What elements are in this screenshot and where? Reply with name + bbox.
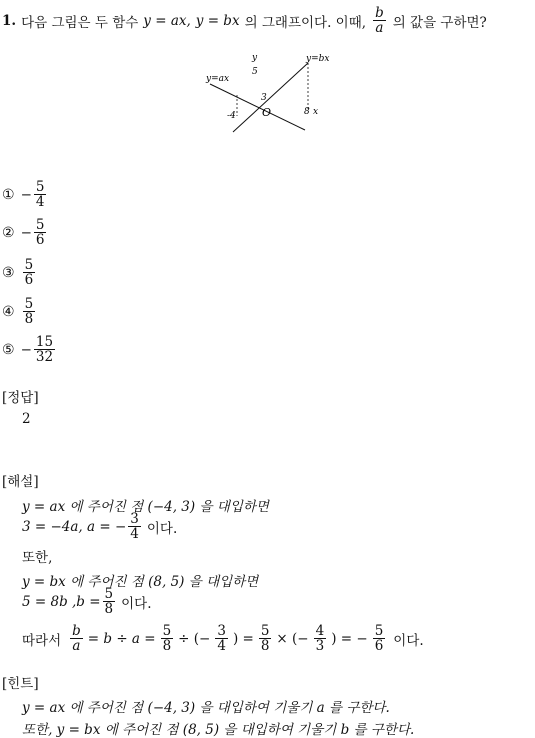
choice-value xyxy=(21,180,49,209)
explanation-line-5 xyxy=(22,587,152,616)
answer-value: 2 xyxy=(22,411,31,427)
choice-value xyxy=(21,297,38,326)
explanation-fraction xyxy=(314,624,327,653)
choice-value xyxy=(21,335,58,364)
question-line xyxy=(2,6,487,35)
explanation-line-6 xyxy=(22,624,424,653)
explanation-text: 3 = −4a, a = − xyxy=(22,518,127,535)
choice-denominator: 6 xyxy=(35,232,45,249)
choice-2[interactable] xyxy=(2,218,48,247)
label-ax: y=ax xyxy=(206,74,230,84)
fraction-denominator: 4 xyxy=(130,526,139,543)
choice-mark: ③ xyxy=(2,264,15,281)
choice-denominator: 4 xyxy=(35,194,45,211)
choice-3[interactable] xyxy=(2,258,37,287)
explanation-text: 이다. xyxy=(121,595,152,612)
choice-fraction xyxy=(34,218,47,247)
question-text-b: 의 그래프이다. 이때, xyxy=(244,14,367,31)
explanation-text: 따라서 xyxy=(22,632,62,649)
fraction-denominator: 8 xyxy=(260,638,270,655)
explanation-fraction xyxy=(373,624,386,653)
choice-fraction xyxy=(34,180,47,209)
explanation-text: ÷ (− xyxy=(178,630,211,647)
explanation-fraction xyxy=(103,587,116,616)
question-text-c: 의 값을 구하면? xyxy=(392,14,487,31)
choice-numerator: 5 xyxy=(24,257,34,273)
explanation-line-2 xyxy=(22,512,177,541)
hint-line-1: y = ax 에 주어진 점 (−4, 3) 을 대입하여 기울기 a 를 구한다. xyxy=(22,700,390,716)
question-eq1: y = ax, xyxy=(143,12,191,29)
explanation-line-3: 또한, xyxy=(22,550,53,566)
explanation-line-1: y = ax 에 주어진 점 (−4, 3) 을 대입하면 xyxy=(22,499,269,515)
choice-sign: − xyxy=(20,186,32,203)
choice-mark: ⑤ xyxy=(2,341,15,358)
hint-heading: [힌트] xyxy=(2,676,39,692)
x-axis-label: x xyxy=(313,107,319,117)
question-number: 1. xyxy=(2,12,17,29)
fraction-numerator: 3 xyxy=(217,623,226,639)
explanation-fraction xyxy=(70,624,83,653)
choice-value xyxy=(21,258,38,287)
fraction-numerator: b xyxy=(72,623,81,639)
choice-denominator: 6 xyxy=(24,272,34,289)
fraction-denominator: 3 xyxy=(315,638,325,655)
choice-numerator: 5 xyxy=(24,296,34,312)
tick-3-label: 3 xyxy=(261,93,267,103)
choice-denominator: 32 xyxy=(35,349,54,366)
choice-numerator: 15 xyxy=(35,334,54,350)
explanation-fraction xyxy=(128,512,141,541)
fraction-denominator: 8 xyxy=(162,638,172,655)
choice-numerator: 5 xyxy=(35,179,45,195)
fraction-denominator: 6 xyxy=(374,638,384,655)
choice-fraction xyxy=(23,258,36,287)
question-fraction xyxy=(373,6,386,35)
choice-sign: − xyxy=(20,224,32,241)
explanation-fraction xyxy=(259,624,272,653)
tick-5-label: 5 xyxy=(252,67,258,77)
explanation-text: 이다. xyxy=(146,520,178,537)
explanation-text: = b ÷ a = xyxy=(87,630,156,647)
choice-1[interactable] xyxy=(2,180,48,209)
answer-heading: [정답] xyxy=(2,390,39,406)
line-y-equals-ax xyxy=(210,84,305,130)
tick-8-label: 8 xyxy=(304,107,310,117)
choice-mark: ① xyxy=(2,186,15,203)
hint-line-2: 또한, y = bx 에 주어진 점 (8, 5) 을 대입하여 기울기 b 를 구한다. xyxy=(22,722,415,738)
origin-label: O xyxy=(262,106,272,119)
fraction-numerator: 5 xyxy=(374,623,384,639)
choice-fraction xyxy=(23,297,36,326)
choice-fraction xyxy=(34,335,55,364)
y-axis-label: y xyxy=(252,53,258,63)
fraction-denominator: 4 xyxy=(217,638,226,655)
explanation-text: 5 = 8b ,b = xyxy=(22,593,101,610)
choice-mark: ④ xyxy=(2,303,15,320)
explanation-text: 이다. xyxy=(393,632,424,649)
explanation-heading: [해설] xyxy=(2,474,39,490)
explanation-line-4: y = bx 에 주어진 점 (8, 5) 을 대입하면 xyxy=(22,574,259,590)
explanation-text: ) = xyxy=(232,630,254,647)
explanation-text: ) = − xyxy=(331,630,368,647)
fraction-numerator: b xyxy=(375,5,384,21)
choice-mark: ② xyxy=(2,224,15,241)
label-bx: y=bx xyxy=(306,54,330,64)
fraction-numerator: 4 xyxy=(315,623,325,639)
question-eq2: y = bx xyxy=(195,12,240,29)
explanation-text: × (− xyxy=(276,630,309,647)
fraction-numerator: 5 xyxy=(260,623,270,639)
explanation-fraction xyxy=(161,624,174,653)
fraction-denominator: 8 xyxy=(104,601,114,618)
fraction-denominator: a xyxy=(72,638,81,655)
choice-sign: − xyxy=(20,341,32,358)
fraction-denominator: a xyxy=(375,20,384,37)
choice-4[interactable] xyxy=(2,297,37,326)
question-text-a: 다음 그림은 두 함수 xyxy=(21,14,139,31)
choice-5[interactable] xyxy=(2,335,57,364)
tick-neg4-label: -4 xyxy=(227,111,236,121)
choice-numerator: 5 xyxy=(35,217,45,233)
line-y-equals-bx xyxy=(233,63,308,132)
fraction-numerator: 5 xyxy=(104,586,114,602)
choice-denominator: 8 xyxy=(24,311,34,328)
graph-figure xyxy=(200,48,340,138)
fraction-numerator: 3 xyxy=(130,511,139,527)
choice-value xyxy=(21,218,49,247)
explanation-fraction xyxy=(215,624,228,653)
fraction-numerator: 5 xyxy=(162,623,172,639)
